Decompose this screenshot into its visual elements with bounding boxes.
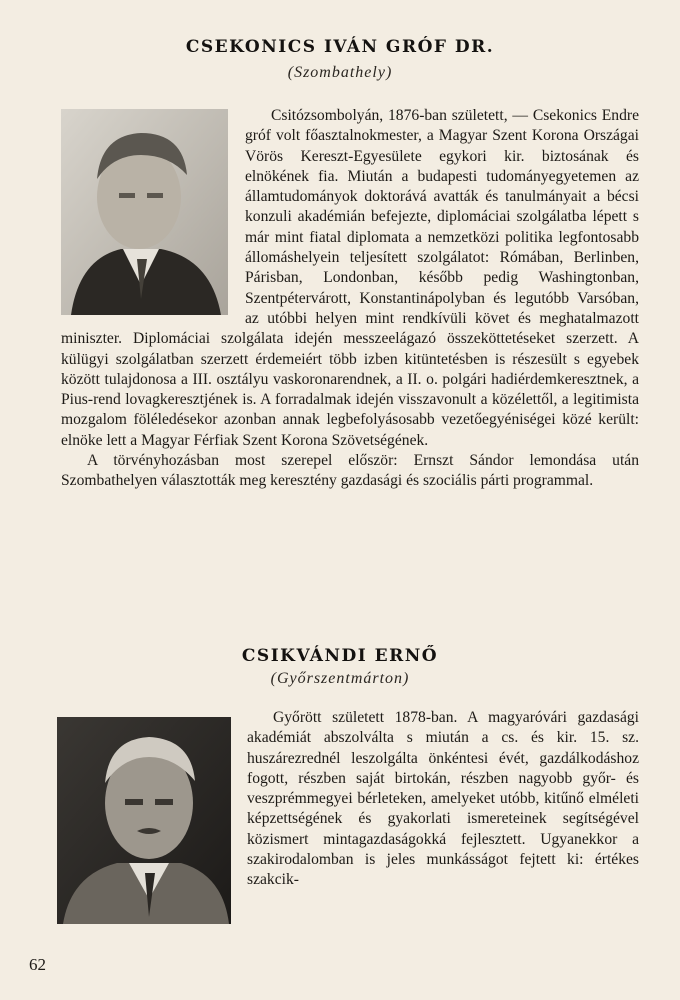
photo-2-spacer [57, 708, 247, 924]
entry-2-place: (Győrszentmárton) [270, 670, 410, 687]
photo-1-spacer [61, 106, 245, 317]
entry-1-paragraph-2: A törvényhozásban most szerepel először: Ernszt Sándor lemondása után Szombathelyen választották meg keresztény gazdasági és szociális párti programmal. [61, 452, 639, 490]
entry-1-place: (Szombathely) [287, 64, 393, 81]
entry-2-text [57, 708, 639, 924]
entry-1-paragraph-1: Csitózsombolyán, 1876-ban született, — Csekonics Endre gróf volt főasztalnokmester, a Magyar Szent Korona Országai Vörös Kereszt-Egyesülete egykori kir. biztosának és elnökének fia. Miután a budapesti tudományegyetemen az államtudományok doktorává avatták és tanulmányait a bécsi konzuli akadémián befejezte, diplomáciai szolgálatba lépett s már mint fiatal diplomata a nemzetközi politika legfontosabb állomáshelyein teljesített szolgálatot: Rómában, Berlinben, Párisban, Londonban, később pedig Washingtonban, Szentpétervárott, Konstantinápolyban és legutóbb Varsóban, az utóbbi helyen mint rendkívüli követ és meghatalmazott miniszter. Diplomáciai szolgálata idején messzeelágazó összeköttetéseket szerzett. A külügyi szolgálatban szerzett érdemeiért több izben kitüntetésben is részesült s egyebek között tulajdonosa a III. osztályu vaskoronarendnek, a II. o. polgári hadiérdemkeresztnek, a Pius-rend lovagkeresztjének is. A forradalmak idején visszavonult a közélettől, a legitimista mozgalom föléledésekor azonban annak legbefolyásosabb vezetőegyéniségei közé került: elnöke lett a Magyar Férfiak Szent Korona Szövetségének. [61, 107, 639, 449]
entry-1-text [61, 106, 639, 492]
entry-2-name: CSIKVÁNDI ERNŐ [241, 646, 439, 666]
entry-2-paragraph-1: Győrött született 1878-ban. A magyaróvári gazdasági akadémiát abszolválta s miután a cs. és kir. 15. sz. huszárezrednél leszolgálta önkéntesi évét, gazdálkodáshoz fogott, részben saját birtokán, részben nagyobb győr- és veszprémmegyei bérleteken, amelyeket utóbb, kitűnő elméleti képzettségének és gyakorlati ismereteinek segítségével közismert mintagazdaságokká fejlesztett. Ugyanekkor a szakirodalomban is jeles munkásságot fejtett ki: értékes szakcik- [247, 709, 639, 889]
entry-1-name: CSEKONICS IVÁN GRÓF DR. [185, 37, 495, 57]
page-number: 62 [29, 955, 46, 974]
